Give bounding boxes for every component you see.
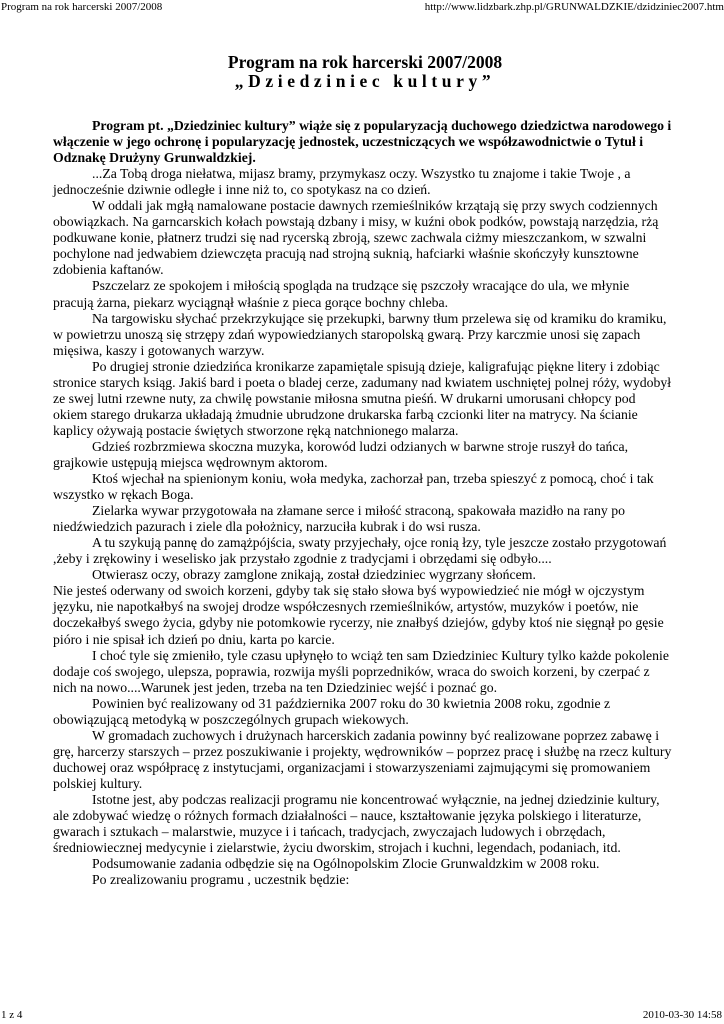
intro-paragraph: Program pt. „Dziedziniec kultury” wiąże się z popularyzacją duchowego dziedzictwa narodowego i włączenie w jego ochronę i popularyzację jednostek, uczestniczących we współzawodnictwie o Tytuł i Odznakę Drużyny Grunwaldzkiej. (53, 118, 672, 166)
body-paragraph: Istotne jest, aby podczas realizacji programu nie koncentrować wyłącznie, na jednej dziedzinie kultury, ale zdobywać wiedzę o różnych formach działalności – nauce, kształtowanie języka polskiego i literaturze, gwarach i sztukach – malarstwie, muzyce i i tańcach, tradycjach, zwyczajach ludowych i obrzędach, średniowiecznej medycynie i zielarstwie, życiu dworskim, strojach i kuchni, legendach, podaniach, itd. (53, 791, 660, 856)
body-paragraph: A tu szykują pannę do zamążpójścia, swaty przyjechały, ojce ronią łzy, tyle jeszcze zostało przygotowań ,żeby i zrękowiny i weselisko jak przystało zgodnie z tradycjami i obrzędami się odbyło.... (53, 535, 667, 567)
document-body (53, 118, 673, 888)
print-page-number: 1 z 4 (1, 1009, 23, 1021)
document-subtitle: „Dziedziniec kultury” (234, 71, 496, 91)
document-title-block (0, 53, 724, 91)
body-paragraph: Po drugiej stronie dziedzińca kronikarze zapamiętale spisują dzieje, kaligrafując piękne litery i zdobiąc stronice starych ksiąg. Jakiś bard i poeta o bladej cerze, zadumany nad kwiatem uschniętej polnej róży, wydobył ze swej lutni rzewne nuty, za chwilę powstanie miłosna smutna pieśń. W drukarni umorusani chłopcy pod okiem starego drukarza układają żmudnie ubrudzone drukarska farbą czcionki liter na matrycy. Na ścianie kaplicy ożywają postacie świętych stworzone ręką natchnionego malarza. (53, 358, 672, 438)
print-header-url: http://www.lidzbark.zhp.pl/GRUNWALDZKIE/dzidziniec2007.htm (424, 1, 724, 13)
body-paragraph: W oddali jak mgłą namalowane postacie dawnych rzemieślników krzątają się przy swych codziennych obowiązkach. Na garncarskich kołach powstają dzbany i misy, w kuźni obok podków, powstają narzędzia, rżą podkuwane konie, płatnerz trudzi się nad rycerską zbroją, szewc zachwala ciżmy mieszczankom, w szwalni pochylone nad jedwabiem dziewczęta pracują nad strojną suknią, hafciarki właśnie skończyły kunsztowne zdobienia kaftanów. (53, 198, 659, 278)
browser-print-footer (0, 1007, 724, 1021)
body-paragraph: W gromadach zuchowych i drużynach harcerskich zadania powinny być realizowane poprzez zabawę i grę, harcerzy starszych – przez poszukiwanie i projekty, wędrowników – poprzez pracę i służbę na rzecz kultury duchowej oraz współpracę z instytucjami, organizacjami i stowarzyszeniami zajmującymi się promowaniem polskiej kultury. (53, 727, 672, 791)
body-paragraph: Nie jesteś oderwany od swoich korzeni, gdyby tak się stało słowa byś wypowiedzieć nie mógł w ojczystym języku, nie napotkałbyś na swojej drodze współczesnych rzemieślników, artystów, muzyków i poetów, nie doczekałbyś swego życia, gdyby nie potomkowie rycerzy, nie znałbyś dziejów, gdyby ktoś nie sięgnął po gęsie pióro i nie spisał ich dzień po dniu, karta po karcie. (53, 583, 664, 647)
body-paragraph: Pszczelarz ze spokojem i miłością spogląda na trudzące się pszczoły wracające do ula, we młynie pracują żarna, piekarz wyciągnął właśnie z pieca gorące bochny chleba. (53, 278, 630, 310)
browser-print-header (0, 1, 724, 15)
body-paragraph: Powinien być realizowany od 31 października 2007 roku do 30 kwietnia 2008 roku, zgodnie z obowiązującą metodyką w poszczególnych grupach wiekowych. (53, 695, 611, 727)
body-paragraph: Gdzieś rozbrzmiewa skoczna muzyka, korowód ludzi odzianych w barwne stroje ruszył do tańca, grajkowie ustępują miejsca wędrownym aktorom. (53, 438, 629, 470)
body-paragraph: Po zrealizowaniu programu , uczestnik będzie: (92, 872, 350, 888)
body-paragraph: I choć tyle się zmieniło, tyle czasu upłynęło to wciąż ten sam Dziedziniec Kultury tylko każde pokolenie dodaje coś swojego, ulepsza, poprawia, rozwija myśli poprzedników, wraca do swoich korzeni, by czerpać z nich na nowo....Warunek jest jeden, trzeba na ten Dziedziniec wejść i poznać go. (53, 647, 669, 695)
body-paragraph: Zielarka wywar przygotowała na złamane serce i miłość straconą, spakowała mazidło na rany po niedźwiedzich pazurach i ziele dla położnicy, narzuciła kubrak i do wsi rusza. (53, 503, 625, 535)
print-timestamp: 2010-03-30 14:58 (642, 1009, 722, 1021)
body-paragraph: Podsumowanie zadania odbędzie się na Ogólnopolskim Zlocie Grunwaldzkim w 2008 roku. (92, 856, 600, 872)
body-paragraph: Ktoś wjechał na spienionym koniu, woła medyka, zachorzał pan, trzeba spieszyć z pomocą, choć i tak wszystko w rękach Boga. (53, 471, 654, 503)
print-header-title: Program na rok harcerski 2007/2008 (1, 1, 163, 13)
document-title: Program na rok harcerski 2007/2008 (227, 52, 503, 72)
body-paragraph: Na targowisku słychać przekrzykujące się przekupki, barwny tłum przelewa się od kramiku do kramiku, w powietrzu unoszą się strzępy zdań wypowiedzianych staropolską gwarą. Przy karczmie unosi się zapach mięsiwa, kaszy i gotowanych warzyw. (53, 310, 667, 358)
body-paragraph: ...Za Tobą droga niełatwa, mijasz bramy, przymykasz oczy. Wszystko tu znajome i takie Twoje , a jednocześnie dziwnie odległe i inne niż to, co spotykasz na co dzień. (53, 166, 631, 198)
body-paragraph: Otwierasz oczy, obrazy zamglone znikają, został dziedziniec wygrzany słońcem. (92, 567, 536, 583)
